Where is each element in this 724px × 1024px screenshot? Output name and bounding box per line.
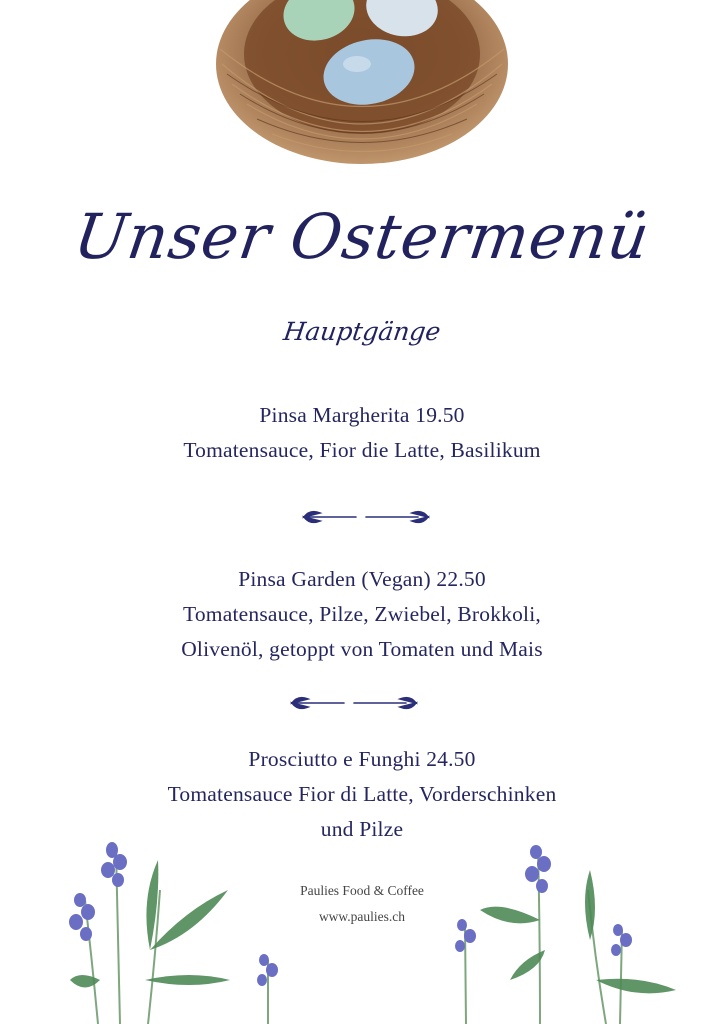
website-link[interactable]: www.paulies.ch bbox=[318, 909, 406, 924]
menu-item bbox=[0, 398, 724, 468]
menu-item-description: Olivenöl, getoppt von Tomaten und Mais bbox=[181, 637, 543, 661]
menu-item-name-price: Pinsa Garden (Vegan) 22.50 bbox=[238, 567, 486, 591]
leaf-divider-icon bbox=[296, 505, 436, 529]
section-heading: Hauptgänge bbox=[281, 317, 443, 346]
menu-item-description: Tomatensauce, Fior die Latte, Basilikum bbox=[183, 438, 541, 462]
nest-with-eggs-illustration bbox=[212, 0, 512, 174]
menu-item-description: und Pilze bbox=[320, 817, 404, 841]
menu-item-description: Tomatensauce, Pilze, Zwiebel, Brokkoli, bbox=[183, 602, 541, 626]
menu-item bbox=[0, 562, 724, 667]
menu-title: Unser Ostermenü bbox=[69, 200, 655, 273]
menu-item-name-price: Pinsa Margherita 19.50 bbox=[259, 403, 465, 427]
business-name: Paulies Food & Coffee bbox=[300, 883, 424, 898]
menu-item-description: Tomatensauce Fior di Latte, Vorderschinken bbox=[167, 782, 557, 806]
menu-item-name-price: Prosciutto e Funghi 24.50 bbox=[248, 747, 476, 771]
footer bbox=[0, 878, 724, 930]
leaf-divider-icon bbox=[284, 691, 424, 715]
